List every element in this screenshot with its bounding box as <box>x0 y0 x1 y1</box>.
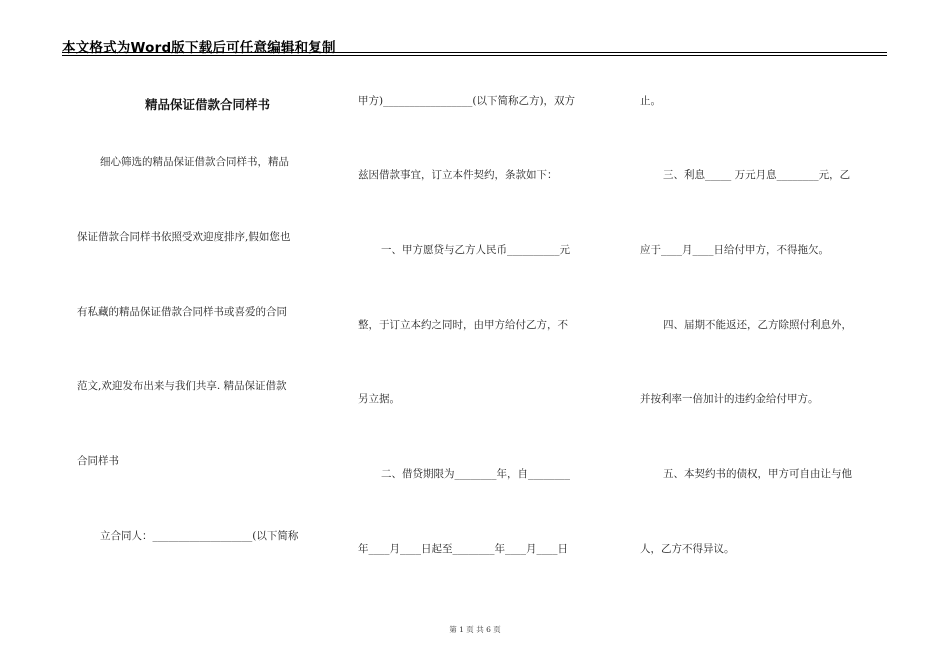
col2-line-5: 另立据。 <box>358 393 400 405</box>
document-title: 精品保证借款合同样书 <box>144 97 270 112</box>
col1-line-4: 范文,欢迎发布出来与我们共享. 精品保证借款 <box>77 380 287 392</box>
col2-line-1: 甲方)_________________(以下简称乙方)，双方 <box>358 95 576 107</box>
col1-line-3: 有私藏的精品保证借款合同样书或喜爱的合同 <box>77 306 287 318</box>
col2-line-6: 二、借贷期限为________年，自________ <box>381 468 570 480</box>
col2-line-3: 一、甲方愿贷与乙方人民币__________元 <box>381 244 570 256</box>
col1-line-5: 合同样书 <box>77 455 119 467</box>
header-rule-thick <box>62 52 887 53</box>
col2-line-2: 兹因借款事宜，订立本件契约，条款如下： <box>358 169 558 181</box>
page-number: 第 1 页 共 6 页 <box>449 625 501 634</box>
col3-line-1: 止。 <box>640 95 661 107</box>
col1-line-1: 细心筛选的精品保证借款合同样书，精品 <box>100 156 289 168</box>
col2-line-4: 整，于订立本约之同时，由甲方给付乙方，不 <box>358 319 568 331</box>
document-header: 本文格式为Word版下载后可任意编辑和复制 <box>62 40 336 56</box>
col3-line-2: 三、利息_____ 万元月息________元，乙 <box>663 169 851 181</box>
col3-line-6: 五、本契约书的债权，甲方可自由让与他 <box>663 468 852 480</box>
col3-line-5: 并按利率一倍加计的违约金给付甲方。 <box>640 393 819 405</box>
col1-line-6: 立合同人：___________________(以下简称 <box>100 530 299 542</box>
col2-line-7: 年____月____日起至________年____月____日 <box>358 543 568 555</box>
col3-line-7: 人，乙方不得异议。 <box>640 543 735 555</box>
col3-line-4: 四、届期不能返还，乙方除照付利息外， <box>663 319 852 331</box>
col1-line-2: 保证借款合同样书依照受欢迎度排序,假如您也 <box>77 231 291 243</box>
col3-line-3: 应于____月____日给付甲方，不得拖欠。 <box>640 244 829 256</box>
header-rule-thin <box>62 55 887 56</box>
